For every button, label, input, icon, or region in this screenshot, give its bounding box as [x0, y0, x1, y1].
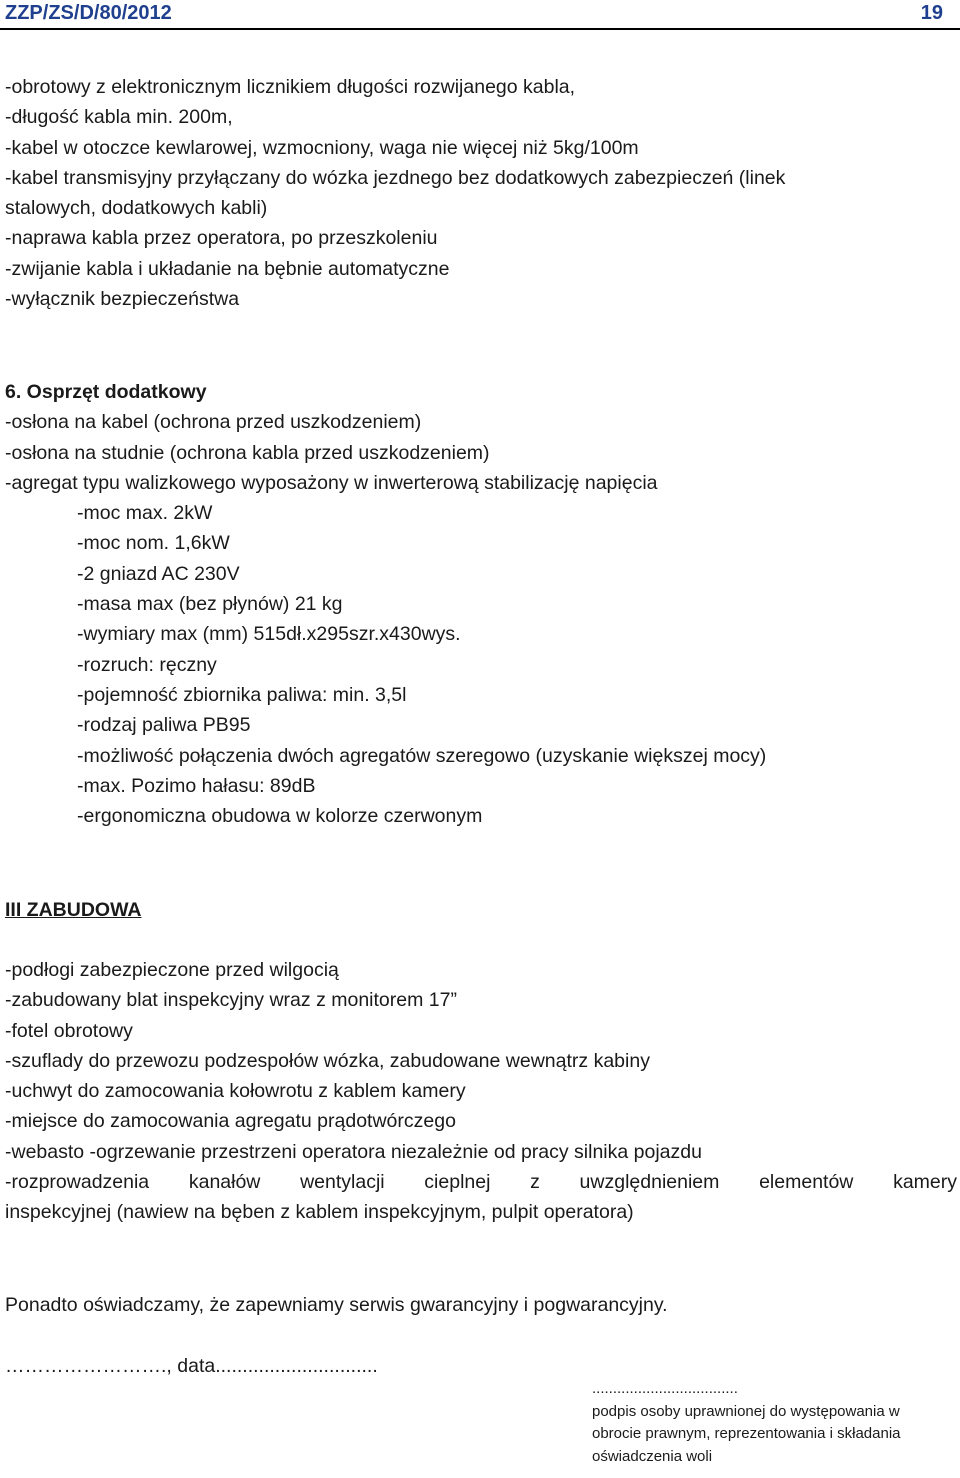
sub-list-item: -pojemność zbiornika paliwa: min. 3,5l	[77, 683, 407, 706]
sub-list-item: -możliwość połączenia dwóch agregatów szeregowo (uzyskanie większej mocy)	[77, 744, 767, 767]
signature-caption-line: obrocie prawnym, reprezentowania i składania	[592, 1425, 901, 1442]
signature-caption-line: podpis osoby uprawnionej do występowania w	[592, 1402, 900, 1420]
list-item: -osłona na studnie (ochrona kabla przed uszkodzeniem)	[5, 441, 490, 464]
list-item: -obrotowy z elektronicznym licznikiem długości rozwijanego kabla,	[5, 76, 576, 98]
list-item-continuation: inspekcyjnej (nawiew na bęben z kablem inspekcyjnym, pulpit operatora)	[5, 1201, 634, 1224]
sub-list-item: -ergonomiczna obudowa w kolorze czerwonym	[77, 805, 483, 828]
list-item: -podłogi zabezpieczone przed wilgocią	[5, 959, 339, 981]
date-placeholder: ……………………., data..............................	[5, 1355, 378, 1377]
signature-block	[592, 1378, 960, 1468]
sub-list-item: -rozruch: ręczny	[77, 653, 217, 676]
section-heading: 6. Osprzęt dodatkowy	[5, 381, 207, 403]
section-3-list	[5, 955, 960, 1228]
list-item: stalowych, dodatkowych kabli)	[5, 197, 268, 220]
list-item: -szuflady do przewozu podzespołów wózka, zabudowane wewnątrz kabiny	[5, 1049, 650, 1072]
cable-spec-list	[5, 72, 960, 314]
list-item: -osłona na kabel (ochrona przed uszkodzeniem)	[5, 411, 422, 434]
signature-dots: ...................................	[592, 1380, 738, 1397]
section-heading: III ZABUDOWA	[5, 899, 142, 921]
list-item: -zabudowany blat inspekcyjny wraz z monitorem 17”	[5, 989, 457, 1012]
declaration-text: Ponadto oświadczamy, że zapewniamy serwis gwarancyjny i pogwarancyjny.	[5, 1294, 668, 1316]
sub-list-item: -moc max. 2kW	[77, 502, 213, 525]
sub-list-item: -wymiary max (mm) 515dł.x295szr.x430wys.	[77, 623, 461, 646]
section-3-body-build	[5, 895, 960, 925]
list-item: -naprawa kabla przez operatora, po przeszkoleniu	[5, 227, 438, 250]
sub-list-item: -rodzaj paliwa PB95	[77, 714, 251, 737]
list-item: -wyłącznik bezpieczeństwa	[5, 288, 240, 311]
sub-list-item: -masa max (bez płynów) 21 kg	[77, 593, 343, 616]
list-item: -długość kabla min. 200m,	[5, 106, 233, 129]
date-line	[5, 1351, 960, 1381]
list-item: -fotel obrotowy	[5, 1019, 133, 1042]
list-item: -uchwyt do zamocowania kołowrotu z kablem kamery	[5, 1080, 466, 1103]
document-reference: ZZP/ZS/D/80/2012	[5, 2, 172, 24]
declaration	[5, 1290, 960, 1320]
section-6-accessories	[5, 377, 960, 831]
sub-list-item: -moc nom. 1,6kW	[77, 532, 230, 555]
page-header	[0, 0, 960, 30]
page-number: 19	[920, 2, 943, 24]
list-item: -agregat typu walizkowego wyposażony w inwerterową stabilizację napięcia	[5, 471, 658, 494]
sub-list-item: -max. Pozimo hałasu: 89dB	[77, 774, 316, 797]
list-item-justified: -rozprowadzenia kanałów wentylacji cieplnej z uwzględnieniem elementów kamery	[5, 1171, 957, 1194]
list-item: -kabel transmisyjny przyłączany do wózka jezdnego bez dodatkowych zabezpieczeń (linek	[5, 166, 786, 189]
list-item: -webasto -ogrzewanie przestrzeni operatora niezależnie od pracy silnika pojazdu	[5, 1140, 702, 1163]
list-item: -zwijanie kabla i układanie na bębnie automatyczne	[5, 257, 450, 280]
list-item: -kabel w otoczce kewlarowej, wzmocniony, waga nie więcej niż 5kg/100m	[5, 136, 639, 159]
sub-list-item: -2 gniazd AC 230V	[77, 562, 240, 585]
signature-caption-line: oświadczenia woli	[592, 1447, 713, 1465]
list-item: -miejsce do zamocowania agregatu prądotwórczego	[5, 1110, 456, 1133]
